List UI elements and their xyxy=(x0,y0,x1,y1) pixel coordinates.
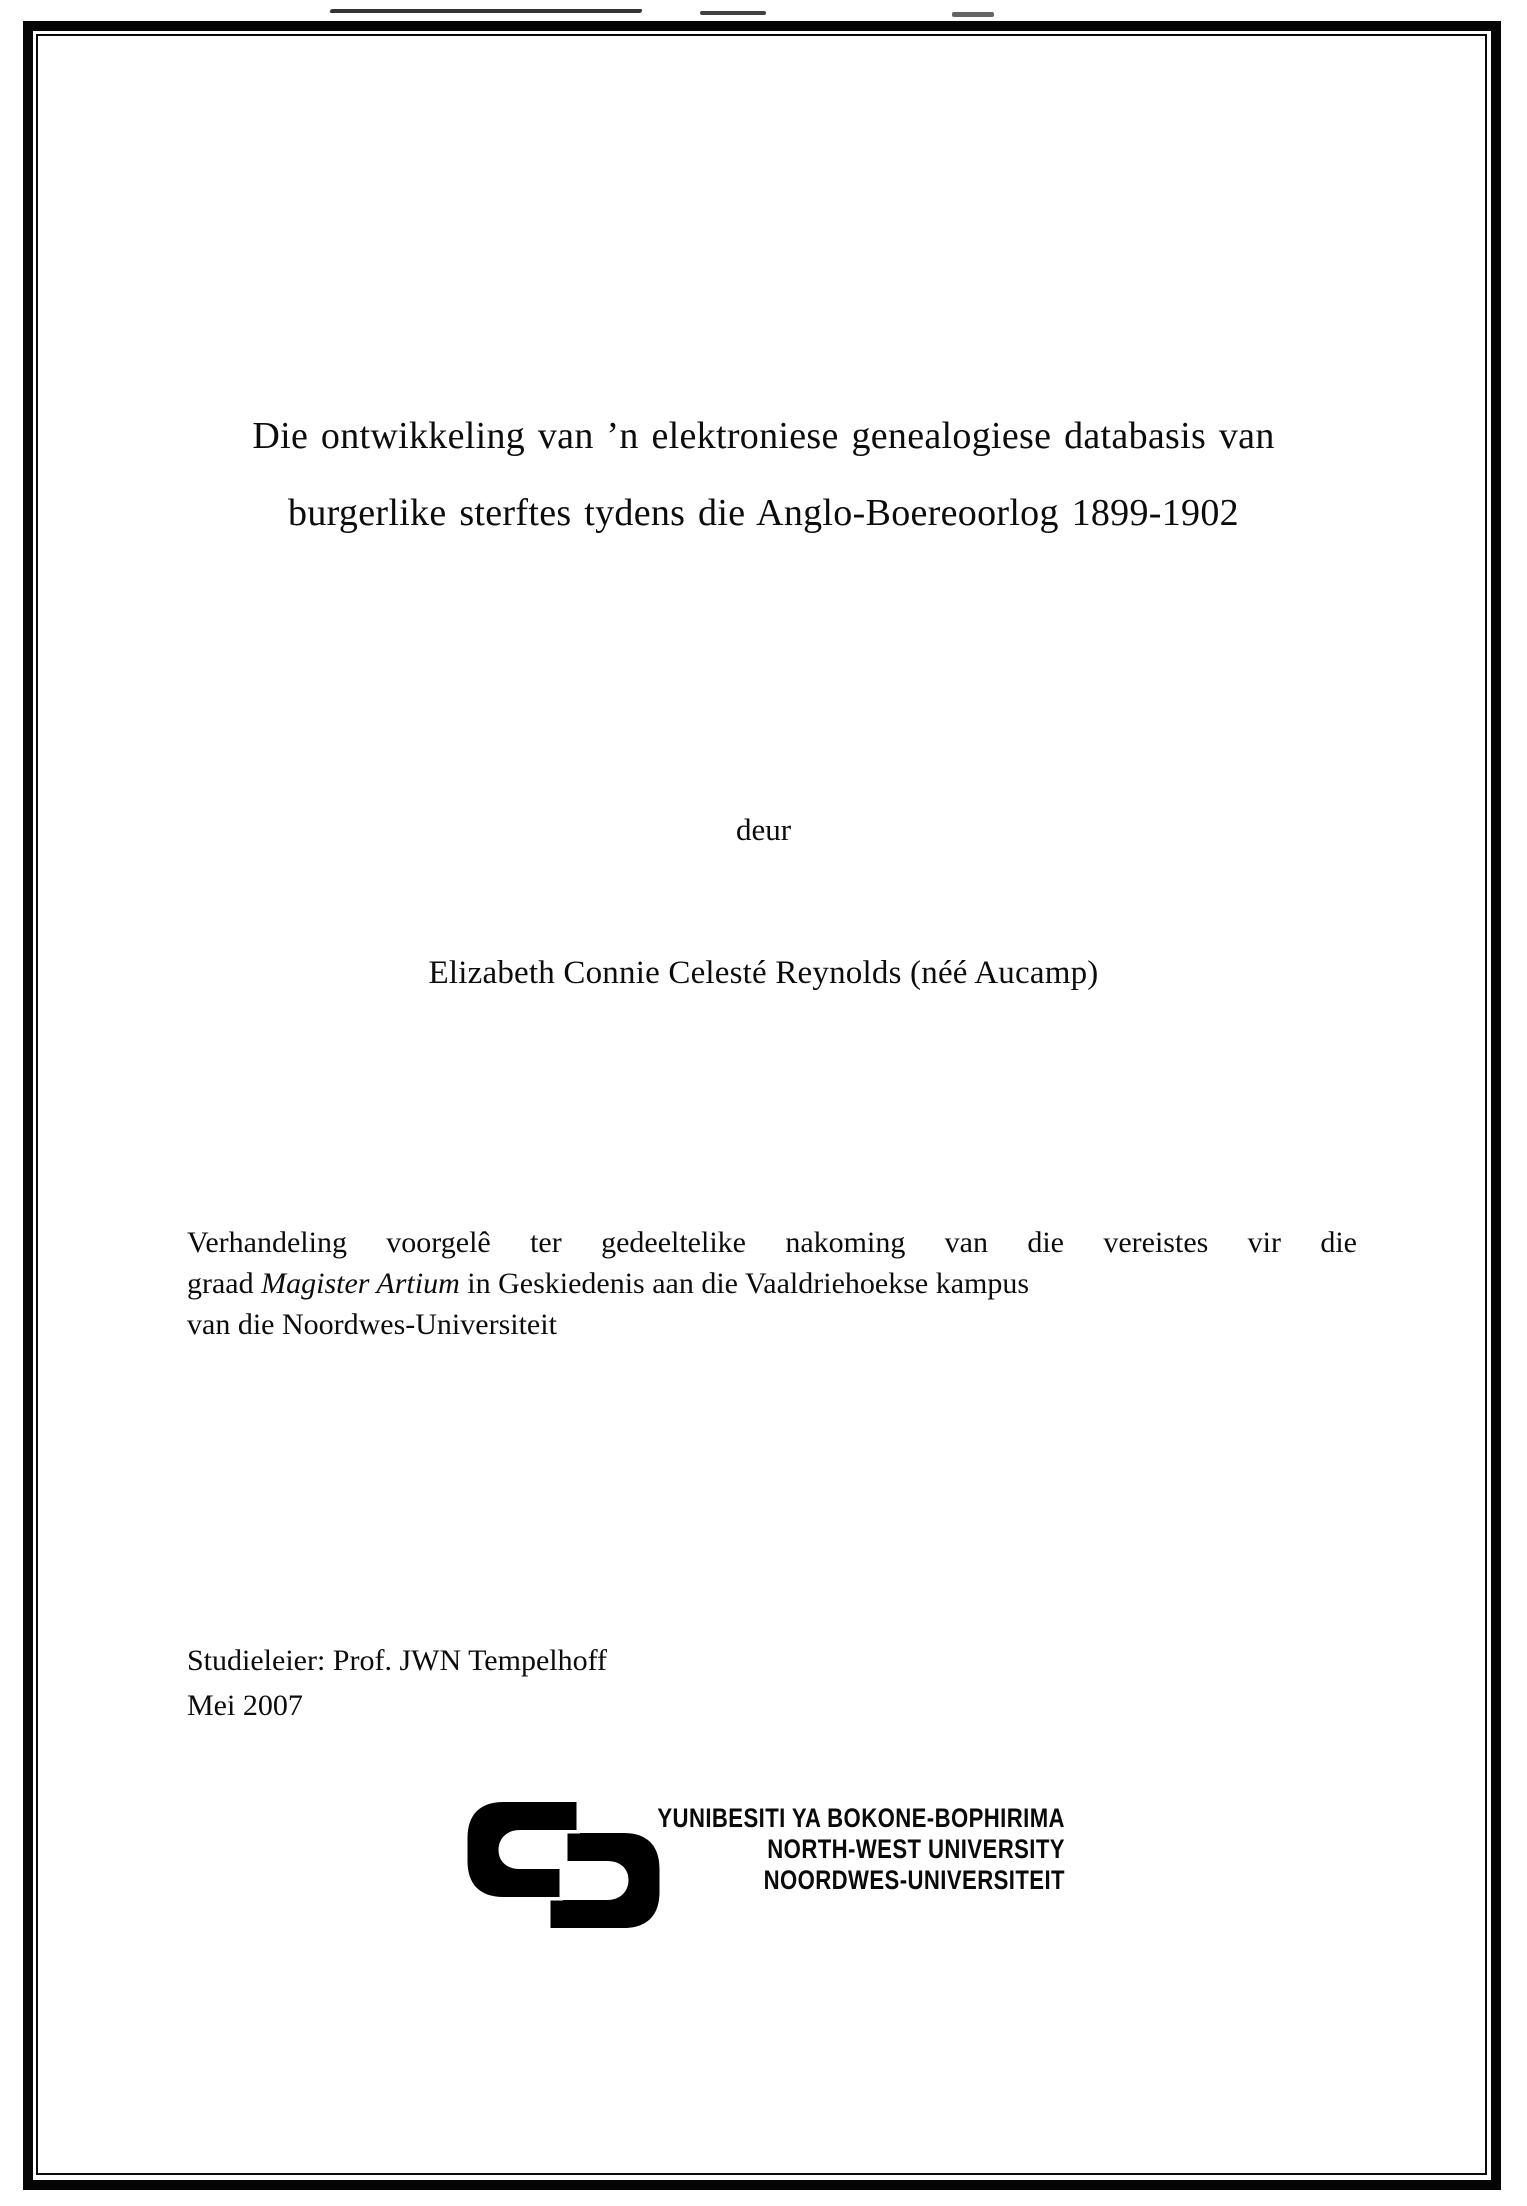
thesis-statement xyxy=(187,1222,1357,1345)
supervisor-line: Studieleier: Prof. JWN Tempelhoff xyxy=(187,1644,608,1677)
supervisor-block xyxy=(187,1638,607,1728)
statement-line-1: Verhandeling voorgelê ter gedeeltelike nakoming van die vereistes vir die xyxy=(187,1226,1357,1259)
thesis-title-line-1: Die ontwikkeling van ’n elektroniese genealogiese databasis van xyxy=(252,415,1275,457)
university-logo-text xyxy=(591,1803,1065,1896)
logo-line-afrikaans: NOORDWES-UNIVERSITEIT xyxy=(763,1865,1065,1895)
date-line: Mei 2007 xyxy=(187,1689,303,1722)
logo-line-setswana: YUNIBESITI YA BOKONE-BOPHIRIMA xyxy=(657,1803,1065,1833)
degree-name: Magister Artium xyxy=(261,1267,460,1300)
author-name: Elizabeth Connie Celesté Reynolds (néé Aucamp) xyxy=(428,955,1099,991)
statement-line-2 xyxy=(187,1263,1357,1304)
byline: deur xyxy=(735,812,792,847)
scan-artifact xyxy=(952,12,994,17)
logo-line-english: NORTH-WEST UNIVERSITY xyxy=(767,1834,1065,1864)
statement-line-2-prefix: graad xyxy=(187,1267,262,1300)
scan-artifact xyxy=(329,9,642,13)
thesis-title-line-2: burgerlike sterftes tydens die Anglo-Boereoorlog 1899-1902 xyxy=(288,492,1239,534)
thesis-title xyxy=(95,398,1432,552)
scan-artifact xyxy=(700,11,766,15)
statement-line-2-suffix: in Geskiedenis aan die Vaaldriehoekse kampus xyxy=(459,1267,1030,1300)
statement-line-3: van die Noordwes-Universiteit xyxy=(187,1308,557,1341)
